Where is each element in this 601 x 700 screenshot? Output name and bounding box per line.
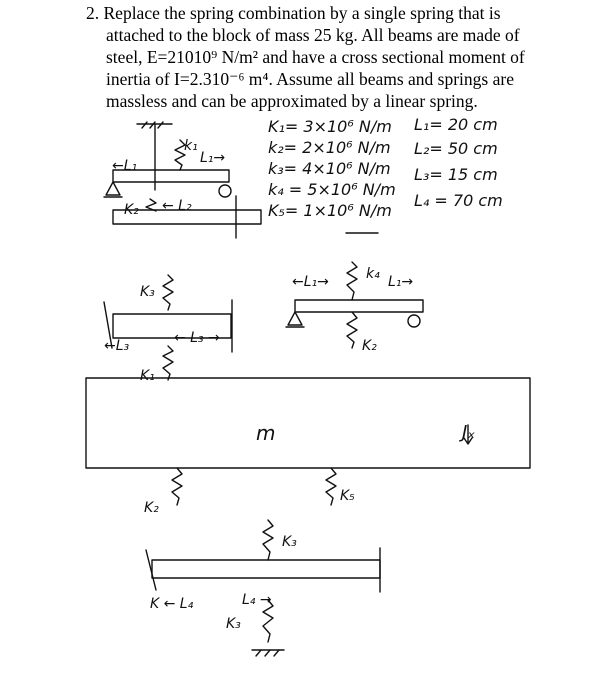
pin-support-beam1-left bbox=[106, 182, 120, 195]
label-left-k3: K₃ bbox=[140, 284, 155, 300]
const-k5: K₅= 1×10⁶ N/m bbox=[268, 201, 392, 220]
ground-hatch-top-left bbox=[142, 122, 163, 128]
label-beam2-k2: K₂ bbox=[124, 202, 139, 218]
pin-support-right-beam bbox=[288, 312, 302, 325]
roller-beam1 bbox=[219, 185, 231, 197]
label-bottom-k5: K₅ bbox=[340, 488, 355, 504]
label-right-k2: K₂ bbox=[362, 338, 377, 354]
spring-k5-bottom bbox=[326, 468, 336, 505]
label-bottom-k2: K₂ bbox=[144, 500, 159, 516]
beam-bottom-supports bbox=[146, 548, 380, 592]
problem-line-3: steel, E=21010⁹ N/m² and have a cross sectional moment of bbox=[106, 47, 525, 67]
spring-k2-right bbox=[347, 312, 357, 348]
label-right-k4: k₄ bbox=[366, 266, 380, 282]
label-beam1-k1: k₁ bbox=[184, 138, 198, 154]
label-mass: m bbox=[256, 421, 276, 445]
label-beam1-l1-right: L₁→ bbox=[200, 150, 226, 166]
label-beam1-l1-left: ←L₁ bbox=[112, 158, 138, 174]
problem-line-5: massless and can be approximated by a linear spring. bbox=[106, 91, 478, 111]
const-k3: k₃= 4×10⁶ N/m bbox=[268, 159, 391, 178]
label-left-l3-right: ← L₃ → bbox=[174, 330, 220, 346]
const-k4: k₄ = 5×10⁶ N/m bbox=[268, 180, 396, 199]
spring-k2-top bbox=[146, 199, 156, 211]
problem-line-2: attached to the block of mass 25 kg. All beams are made of bbox=[106, 25, 520, 45]
problem-line-4: inertia of I=2.310⁻⁶ m⁴. Assume all beams and springs are bbox=[106, 69, 514, 89]
label-bottom-k3: K₃ bbox=[282, 534, 297, 550]
spring-k4 bbox=[347, 262, 357, 300]
spring-k3-left bbox=[163, 275, 173, 310]
label-right-l1-right: L₁→ bbox=[388, 274, 414, 290]
spring-k3-middle bbox=[263, 520, 273, 560]
const-k2: k₂= 2×10⁶ N/m bbox=[268, 138, 391, 157]
label-beam2-l2: ← L₂ bbox=[162, 198, 192, 214]
label-bottom-k3-lower: K₃ bbox=[226, 616, 241, 632]
ground-hatch-bottom bbox=[256, 650, 279, 656]
problem-line-1: 2. Replace the spring combination by a single spring that is bbox=[86, 3, 501, 23]
beam-right bbox=[295, 300, 423, 312]
const-l3: L₃= 15 cm bbox=[414, 165, 498, 184]
roller-right-beam bbox=[408, 315, 420, 327]
label-left-k1: K₁ bbox=[140, 368, 155, 384]
beam-bottom bbox=[152, 560, 380, 578]
label-bottom-k4: K ← L₄ bbox=[150, 596, 194, 612]
label-right-l1-left: ←L₁→ bbox=[292, 274, 329, 290]
spring-k2-bottom bbox=[172, 468, 182, 505]
const-l2: L₂= 50 cm bbox=[414, 139, 498, 158]
label-bottom-l4: L₄ → bbox=[242, 592, 272, 608]
spring-k1-left-lower bbox=[163, 346, 173, 380]
problem-number: 2. bbox=[86, 3, 100, 23]
label-moment: Jₓ bbox=[462, 422, 476, 443]
label-left-l3-left: ←L₃ bbox=[104, 338, 130, 354]
const-l4: L₄ = 70 cm bbox=[414, 191, 503, 210]
const-k1: K₁= 3×10⁶ N/m bbox=[268, 117, 392, 136]
const-l1: L₁= 20 cm bbox=[414, 115, 498, 134]
